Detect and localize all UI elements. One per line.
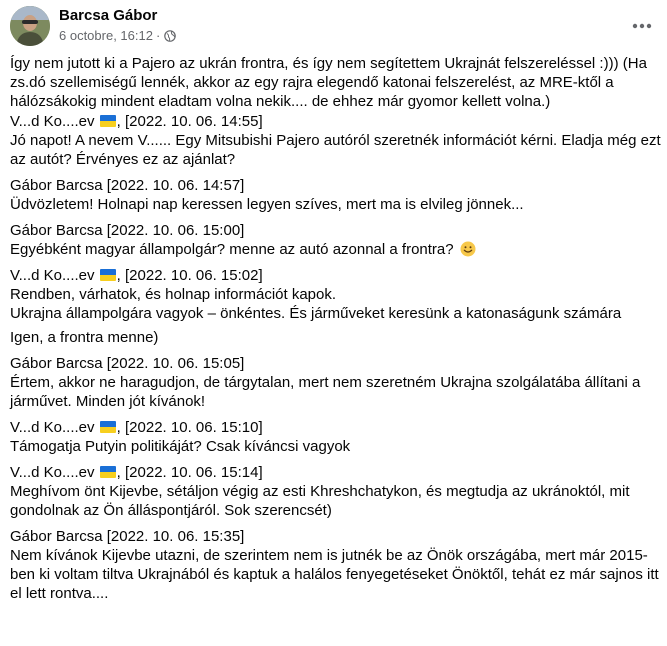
more-options-button[interactable] — [625, 8, 659, 42]
smiling-face-icon — [460, 241, 476, 257]
message-line: járművet. Minden jót kívánok! — [10, 393, 206, 410]
message-timestamp: [2022. 10. 06. 15:00] — [102, 222, 245, 239]
message-header — [10, 527, 662, 546]
message-timestamp: , [2022. 10. 06. 14:55] — [116, 113, 263, 130]
author-name[interactable]: Barcsa Gábor — [59, 7, 158, 24]
message-header — [10, 266, 662, 285]
flag-yellow-stripe — [100, 275, 116, 281]
message-sender: V...d Ko....ev — [10, 464, 95, 481]
meta-separator: · — [155, 28, 161, 43]
intro-line: hálózsákokig mindent eladtam volna nekik.... de ehhez már gyomor kellett volna.) — [10, 93, 551, 110]
message-line: Értem, akkor ne haragudjon, de tárgytalan, mert nem szeretném Ukrajna szolgálatába állítani a — [10, 374, 641, 391]
ukraine-flag-icon — [100, 269, 116, 281]
chat-message — [10, 463, 662, 520]
message-timestamp: [2022. 10. 06. 14:57] — [102, 177, 245, 194]
post-text — [10, 54, 662, 603]
message-line: az autót? Érvényes ez az ajánlat? — [10, 151, 236, 168]
message-sender: V...d Ko....ev — [10, 267, 95, 284]
message-sender: Gábor Barcsa — [10, 528, 103, 545]
chat-message — [10, 527, 662, 603]
message-line: Egyébként magyar állampolgár? menne az autó azonnal a frontra? — [10, 240, 662, 259]
message-line: Ukrajna állampolgára vagyok – önkéntes. És járműveket keresünk a katonaságunk számára — [10, 305, 622, 322]
message-list — [10, 112, 662, 603]
message-header — [10, 354, 662, 373]
post-date[interactable]: 6 octobre, 16:12 — [59, 28, 153, 43]
message-header — [10, 418, 662, 437]
message-line: ben ki voltam tiltva Ukrajnából és kaptuk a halálos fenyegetéseket Önöktől, tehát ez már sajnos itt — [10, 566, 659, 583]
ukraine-flag-icon — [100, 421, 116, 433]
flag-yellow-stripe — [100, 121, 116, 127]
ukraine-flag-icon — [100, 466, 116, 478]
message-timestamp: , [2022. 10. 06. 15:10] — [116, 419, 263, 436]
chat-message — [10, 418, 662, 456]
intro-line: Így nem jutott ki a Pajero az ukrán frontra, és így nem segítettem Ukrajnát felszereléssel :))) (Ha — [10, 55, 647, 72]
chat-message — [10, 354, 662, 411]
intro-line: zs.dó szellemiségű lennék, akkor az egy rajra elegendő katonai felszerelést, az MRE-ktől a — [10, 74, 614, 91]
message-line: Jó napot! A nevem V...... Egy Mitsubishi Pajero autóról szeretnék információt kérni. Eladja még ezt — [10, 132, 661, 149]
flag-yellow-stripe — [100, 427, 116, 433]
message-header — [10, 176, 662, 195]
message-header — [10, 112, 662, 131]
message-line: Rendben, várhatok, és holnap információt kapok. — [10, 286, 337, 303]
message-line: Támogatja Putyin politikáját? Csak kíváncsi vagyok — [10, 438, 351, 455]
message-line: Meghívom önt Kijevbe, sétáljon végig az esti Khreshchatykon, és megtudja az ukránoktól, mit — [10, 483, 630, 500]
flag-yellow-stripe — [100, 472, 116, 478]
message-timestamp: [2022. 10. 06. 15:05] — [102, 355, 245, 372]
message-sender: Gábor Barcsa — [10, 222, 103, 239]
message-header — [10, 463, 662, 482]
message-line: gondolnak az Ön álláspontjáról. Sok szerencsét) — [10, 502, 332, 519]
message-timestamp: , [2022. 10. 06. 15:02] — [116, 267, 263, 284]
message-header — [10, 221, 662, 240]
message-sender: V...d Ko....ev — [10, 113, 95, 130]
chat-message — [10, 266, 662, 347]
message-line: el lett rontva.... — [10, 585, 109, 602]
message-line: Igen, a frontra menne) — [10, 329, 159, 346]
author-avatar[interactable] — [10, 6, 50, 46]
message-timestamp: [2022. 10. 06. 15:35] — [102, 528, 245, 545]
more-horizontal-icon — [632, 16, 652, 34]
message-line: Nem kívánok Kijevbe utazni, de szerintem nem is jutnék be az Önök országába, mert már 2015- — [10, 547, 648, 564]
chat-message — [10, 176, 662, 214]
post-header — [0, 0, 667, 52]
message-sender: Gábor Barcsa — [10, 177, 103, 194]
chat-message — [10, 221, 662, 259]
message-sender: V...d Ko....ev — [10, 419, 95, 436]
message-timestamp: , [2022. 10. 06. 15:14] — [116, 464, 263, 481]
chat-message — [10, 112, 662, 169]
post-intro — [10, 54, 662, 111]
message-line: Üdvözletem! Holnapi nap keressen legyen szíves, mert ma is elvileg jönnek... — [10, 196, 524, 213]
ukraine-flag-icon — [100, 115, 116, 127]
globe-icon — [164, 30, 176, 42]
post-meta — [59, 28, 176, 44]
message-sender: Gábor Barcsa — [10, 355, 103, 372]
